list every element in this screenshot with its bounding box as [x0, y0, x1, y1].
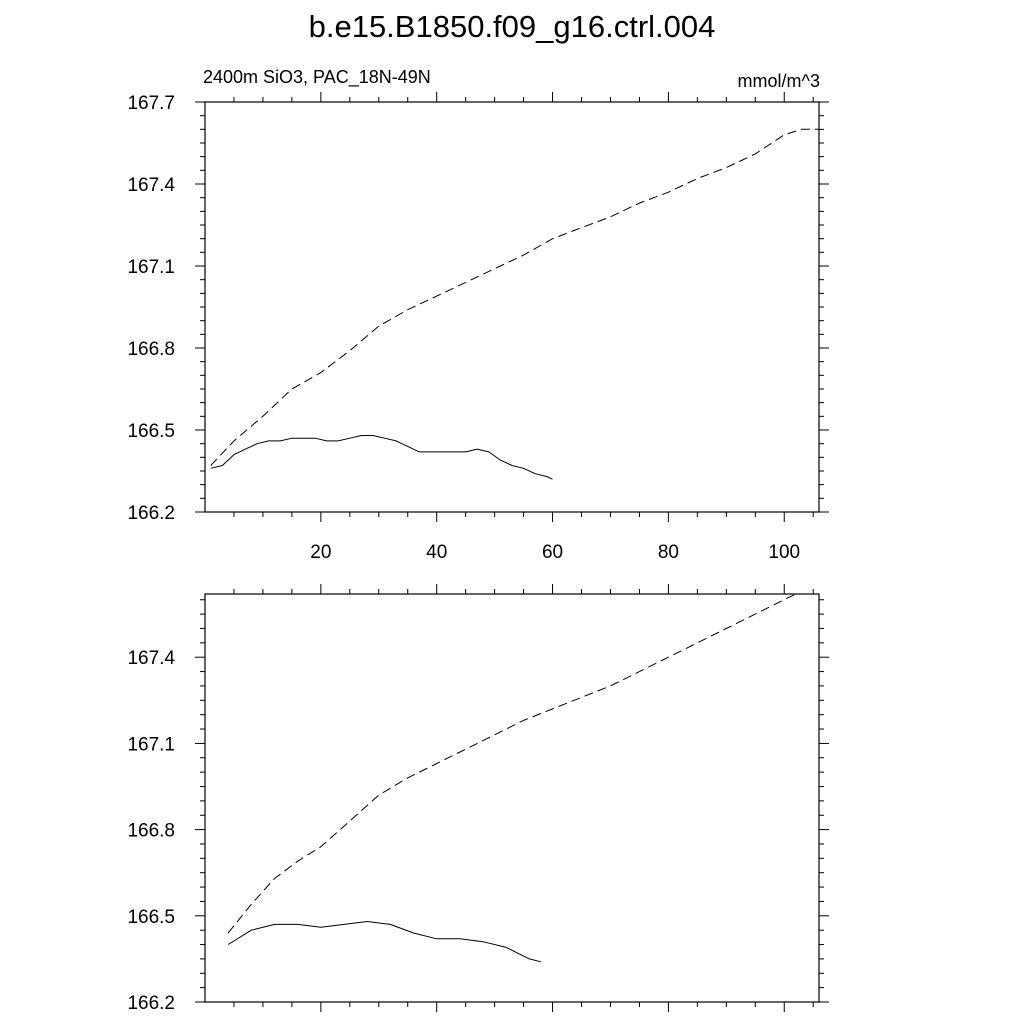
y-tick-label: 167.1 [127, 734, 175, 756]
solid-series-line [228, 922, 541, 962]
x-tick-label: 80 [657, 542, 679, 563]
panel-left-label: 2400m SiO3, PAC_18N-49N [203, 67, 431, 87]
y-tick-label: 166.8 [127, 820, 175, 842]
y-tick-label: 166.5 [127, 421, 175, 442]
plot-frame [205, 594, 819, 1002]
y-tick-label: 166.2 [127, 993, 175, 1014]
y-tick-label: 166.5 [127, 906, 175, 928]
x-tick-label: 20 [310, 542, 332, 563]
x-tick-label: 40 [426, 542, 448, 563]
top-panel [127, 67, 829, 563]
y-tick-label: 167.4 [127, 175, 175, 196]
solid-series-line [211, 436, 553, 480]
y-tick-label: 167.1 [127, 257, 175, 278]
x-tick-label: 100 [768, 542, 801, 563]
y-tick-label: 166.2 [127, 503, 175, 524]
figure-title: b.e15.B1850.f09_g16.ctrl.004 [308, 9, 716, 44]
bottom-panel [127, 584, 829, 1014]
panel-units-label: mmol/m^3 [737, 71, 820, 91]
dashed-series-line [228, 594, 796, 933]
x-tick-label: 60 [541, 542, 564, 563]
dashed-series-line [211, 129, 819, 465]
y-tick-label: 167.4 [127, 648, 175, 670]
y-tick-label: 166.8 [127, 339, 175, 360]
y-tick-label: 167.7 [127, 93, 175, 114]
plot-frame [205, 102, 819, 512]
